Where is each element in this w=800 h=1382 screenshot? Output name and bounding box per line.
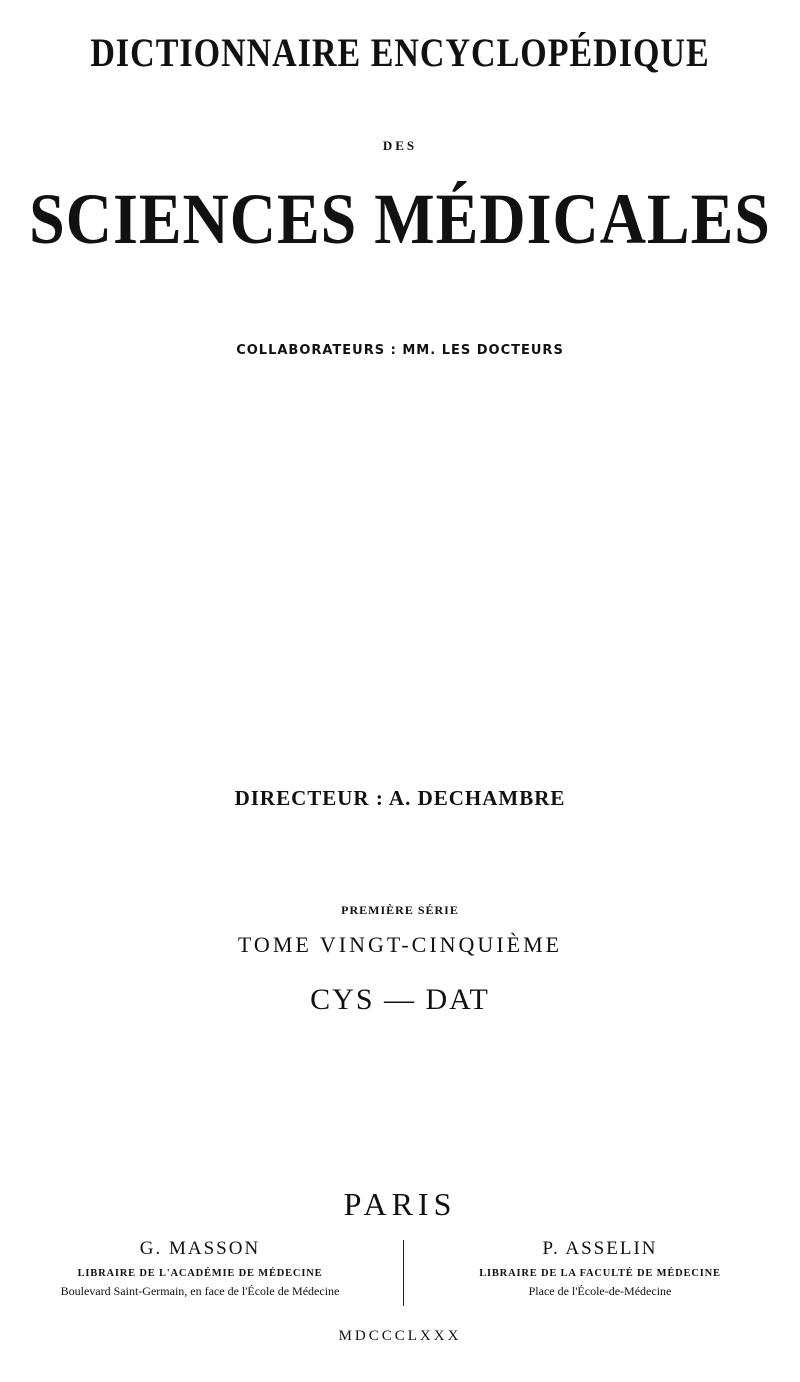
publisher-title: LIBRAIRE DE L'ACADÉMIE DE MÉDECINE xyxy=(77,1268,323,1279)
publisher-divider xyxy=(403,1240,404,1306)
collaborators-line xyxy=(0,396,800,417)
collaborators-line xyxy=(0,523,800,544)
collaborators-line xyxy=(0,417,800,438)
publication-date: MDCCCLXXX xyxy=(338,1328,462,1344)
collaborators-line xyxy=(0,439,800,460)
collaborators-heading: COLLABORATEURS : MM. LES DOCTEURS xyxy=(236,343,564,358)
publisher-address: Boulevard Saint-Germain, en face de l'École de Médecine xyxy=(60,1284,340,1298)
collaborators-line xyxy=(0,629,800,650)
collaborators-line xyxy=(0,481,800,502)
collaborators-line xyxy=(0,545,800,566)
tome-label: TOME VINGT-CINQUIÈME xyxy=(237,932,563,957)
collaborators-line xyxy=(0,693,800,714)
collaborators-line xyxy=(0,587,800,608)
title-connector: DES xyxy=(382,138,418,153)
collaborators-line xyxy=(0,735,800,756)
volume-range: CYS — DAT xyxy=(310,983,490,1016)
collaborators-line xyxy=(0,375,800,396)
publisher-left xyxy=(10,1236,390,1299)
collaborators-line xyxy=(0,566,800,587)
director-line: DIRECTEUR : A. DECHAMBRE xyxy=(234,786,566,810)
collaborators-list xyxy=(0,375,800,841)
main-title: SCIENCES MÉDICALES xyxy=(29,179,771,259)
collaborators-line xyxy=(0,672,800,693)
publisher-right xyxy=(410,1236,790,1299)
dictionary-title: DICTIONNAIRE ENCYCLOPÉDIQUE xyxy=(90,32,710,76)
collaborators-line xyxy=(0,502,800,523)
collaborators-line xyxy=(0,460,800,481)
publisher-title: LIBRAIRE DE LA FACULTÉ DE MÉDECINE xyxy=(479,1268,721,1279)
collaborators-line xyxy=(0,651,800,672)
collaborators-line xyxy=(0,608,800,629)
imprint-city: PARIS xyxy=(343,1186,457,1222)
publisher-name: G. MASSON xyxy=(139,1238,261,1259)
publisher-name: P. ASSELIN xyxy=(542,1238,658,1259)
series-label: PREMIÈRE SÉRIE xyxy=(341,903,459,917)
publisher-address: Place de l'École-de-Médecine xyxy=(528,1284,672,1298)
collaborators-line xyxy=(0,757,800,778)
collaborators-line xyxy=(0,820,800,841)
collaborators-line xyxy=(0,714,800,735)
